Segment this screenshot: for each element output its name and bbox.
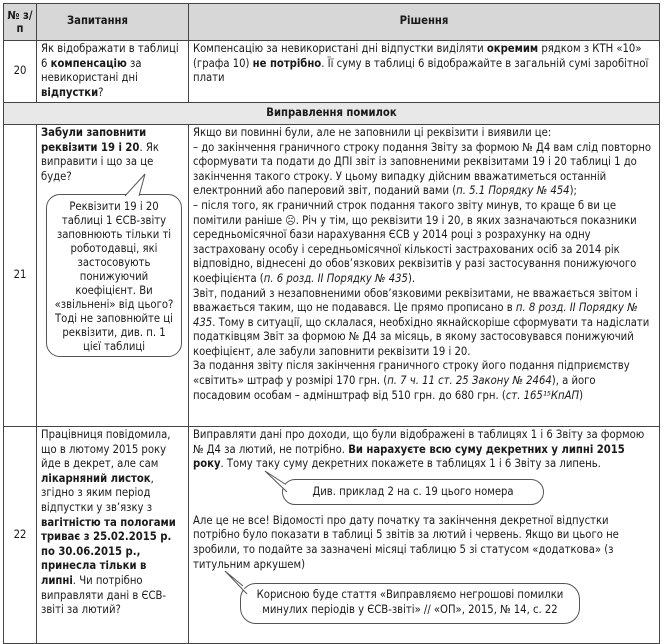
oval-pointer xyxy=(223,570,253,596)
article-oval xyxy=(240,583,580,624)
section-row xyxy=(4,103,660,125)
header-question: Запитання xyxy=(37,4,189,41)
question-cell: Працівниця повідомила, що в лютому 2015 року йде в декрет, але сам лікарняний листок, згідно з яким період відпустки у зв’язку з вагітністю та пологами триває з 25.02.2015 р. по 30.06.2015 р., принесла тільки в липні. Чи потрібно виправляти дані в ЄСВ-звіті за лютий? xyxy=(37,426,189,643)
header-solution: Рішення xyxy=(189,4,660,41)
solution-cell xyxy=(189,124,660,426)
solution-cell xyxy=(189,426,660,643)
paragraph: – після того, як граничний строк подання такого звіту минув, то краще б ви це помітили раніше ☹. Річ у тім, що реквізити 19 і 20, в яких зазначаються показники середньомісячної бази нарахування ЄСВ у 2014 році з розрахунку на одну застраховану особу і середньомісячної кількості застрахованих осіб за 2014 рік відповідно, віднесені до обов’язкових реквізитів у разі застосування понижуючого коефіцієнта (п. 6 розд. ІІ Порядку № 435). xyxy=(193,198,637,285)
table-header xyxy=(4,4,660,41)
table-row-22 xyxy=(4,426,660,643)
callout-pointer xyxy=(125,173,155,197)
row-num: 20 xyxy=(4,41,37,103)
paragraph: – до закінчення граничного строку подання Звіту за формою № Д4 вам слід повторно сформувати та подати до ДПІ звіт із заповненими реквізитами 19 і 20 таблиці 1 до закінчення такого строку. У цьому випадку дійсним вважатиметься останній електронний або паперовий звіт, поданий вами (п. 5.1 Порядку № 454); xyxy=(193,140,652,198)
paragraph: Але це не все! Відомості про дату початку та закінчення декретної відпустки потрібно було показати в таблиці 5 звітів за лютий і червень. Якщо ви цього не зробили, то подайте за зазначені місяці таблицю 5 зі статусом «додаткова» (з титульним аркушем) xyxy=(193,513,619,571)
paragraph: Виправляти дані про доходи, що були відображені в таблицях 1 і 6 Звіту за формою № Д4 за лютий, не потрібно. Ви нарахуєте всю суму декретних у липні 2015 року. Тому таку суму декретних покажете в таблицях 1 і 6 Звіту за липень. xyxy=(193,427,645,471)
oval-text: Див. приклад 2 на с. 19 цього номера xyxy=(312,484,514,498)
note-callout xyxy=(46,194,182,357)
oval-text: Корисною буде стаття «Виправляємо негрошові помилки минулих періодів у ЄСВ-звіті» // «ОП», 2015, № 14, с. 22 xyxy=(256,587,564,616)
qa-table xyxy=(3,3,660,644)
reference-oval xyxy=(282,479,544,505)
section-title: Виправлення помилок xyxy=(4,103,660,125)
table-row-21 xyxy=(4,124,660,426)
document-page xyxy=(3,3,659,637)
header-num: № з/п xyxy=(4,4,37,41)
row-num: 22 xyxy=(4,426,37,643)
paragraph: За подання звіту після закінчення граничного строку його подання підприємству «світить» штраф у розмірі 170 грн. (п. 7 ч. 11 ст. 25 Закону № 2464), а його посадовим особам – адмінштраф від 510 грн. до 680 грн. (ст. 165¹⁵КпАП) xyxy=(193,359,630,402)
callout-text: Реквізити 19 і 20 таблиці 1 ЄСВ-звіту заповнюють тільки ті роботодавці, які застосовують понижуючий коефіцієнт. Ви «звільнені» від цього? Тоді не заповнюйте ці реквізити, див. п. 1 цієї таблиці xyxy=(54,199,174,353)
table-row-20 xyxy=(4,41,660,103)
oval-pointer xyxy=(263,470,293,496)
question-cell: Забули заповнити реквізити 19 і 20. Як виправити і що за це буде? Реквізити 19 і 20 таблиці 1 ЄСВ-звіту заповнюють тільки ті роботодавці, які застосовують понижуючий коефіцієнт. Ви «звільнені» від цього? Тоді не заповнюйте ці реквізити, див. п. 1 цієї таблиці xyxy=(37,124,189,426)
question-cell: Як відображати в таблиці 6 компенсацію за невикористані дні відпустки? xyxy=(37,41,189,103)
paragraph: Звіт, поданий з незаповненими обов’язковими реквізитами, не вважається звітом і вважається таким, що не подавався. Це прямо прописано в п. 8 розд. ІІ Порядку № 435. Тому в ситуації, що склалася, необхідно якнайскоріше сформувати та надіслати податківцям Звіт за формою № Д4 за місяць, в якому застосовувався понижуючий коефіцієнт, але забули заповнити реквізити 19 і 20. xyxy=(193,286,650,358)
solution-cell: Компенсацію за невикористані дні відпустки виділяти окремим рядком з КТН «10» (графа 10) не потрібно. Її суму в таблиці 6 відображайте в загальній сумі заробітної плати xyxy=(189,41,660,103)
paragraph: Якщо ви повинні були, але не заповнили ці реквізити і виявили це: xyxy=(193,125,552,139)
row-num: 21 xyxy=(4,124,37,426)
